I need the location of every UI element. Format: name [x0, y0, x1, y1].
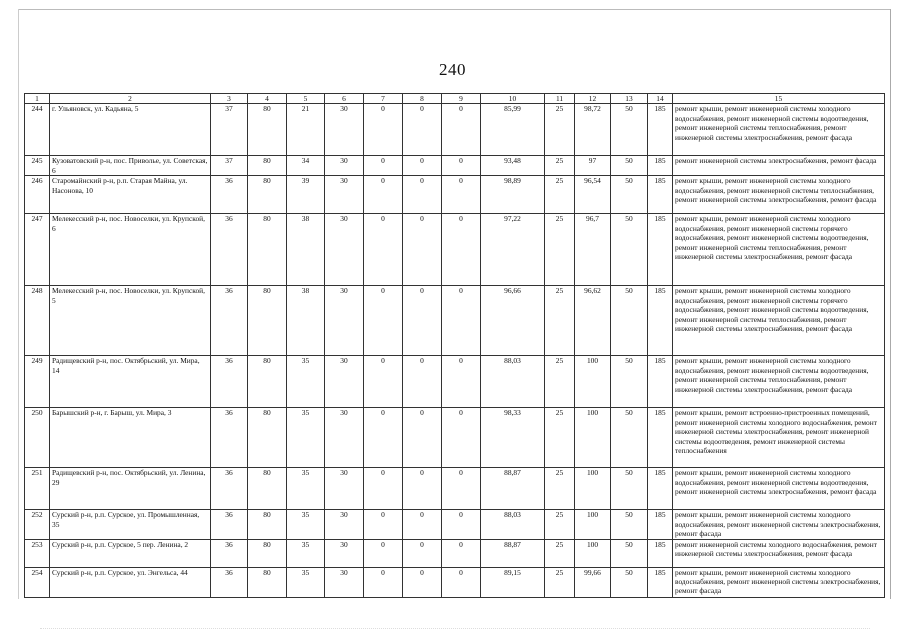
works-cell: ремонт инженерной системы холодного водоснабжения, ремонт инженерной системы электроснабжения, ремонт фасада [673, 539, 885, 567]
row-number-cell: 249 [25, 356, 50, 408]
column-header-9: 9 [442, 94, 481, 104]
value-cell-10: 88,03 [481, 356, 545, 408]
value-cell-14: 185 [648, 539, 673, 567]
value-cell-9: 0 [442, 156, 481, 176]
works-cell: ремонт крыши, ремонт инженерной системы холодного водоснабжения, ремонт инженерной системы горячего водоснабжения, ремонт инженерной системы водоотведения, ремонт инженерной системы теплоснабжения, ремонт инженерной системы электроснабжения, ремонт фасада [673, 286, 885, 356]
value-cell-3: 36 [211, 356, 248, 408]
value-cell-7: 0 [364, 567, 403, 597]
value-cell-9: 0 [442, 408, 481, 468]
table-row [25, 510, 885, 539]
value-cell-12: 100 [575, 510, 611, 539]
value-cell-4: 80 [248, 286, 287, 356]
value-cell-6: 30 [325, 156, 364, 176]
value-cell-11: 25 [545, 408, 575, 468]
value-cell-10: 88,87 [481, 539, 545, 567]
value-cell-4: 80 [248, 104, 287, 156]
value-cell-10: 98,89 [481, 176, 545, 214]
value-cell-3: 37 [211, 104, 248, 156]
value-cell-13: 50 [611, 356, 648, 408]
value-cell-11: 25 [545, 176, 575, 214]
address-cell: Барышский р-н, г. Барыш, ул. Мира, 3 [50, 408, 211, 468]
column-header-8: 8 [403, 94, 442, 104]
value-cell-3: 36 [211, 567, 248, 597]
table-row [25, 539, 885, 567]
works-cell: ремонт крыши, ремонт инженерной системы холодного водоснабжения, ремонт инженерной системы водоотведения, ремонт инженерной системы теплоснабжения, ремонт инженерной системы электроснабжения, ремонт фасада [673, 356, 885, 408]
value-cell-8: 0 [403, 408, 442, 468]
works-cell: ремонт крыши, ремонт встроенно-пристроенных помещений, ремонт инженерной системы холодного водоснабжения, ремонт инженерной системы электроснабжения, ремонт инженерной системы водоотведения, ремонт инженерной системы теплоснабжения [673, 408, 885, 468]
value-cell-12: 100 [575, 468, 611, 510]
value-cell-12: 100 [575, 356, 611, 408]
value-cell-5: 35 [287, 510, 325, 539]
value-cell-3: 36 [211, 468, 248, 510]
column-header-6: 6 [325, 94, 364, 104]
page-border-right [890, 9, 891, 599]
table-row [25, 408, 885, 468]
value-cell-6: 30 [325, 567, 364, 597]
value-cell-14: 185 [648, 567, 673, 597]
value-cell-12: 96,62 [575, 286, 611, 356]
value-cell-14: 185 [648, 176, 673, 214]
value-cell-11: 25 [545, 156, 575, 176]
value-cell-4: 80 [248, 468, 287, 510]
value-cell-11: 25 [545, 214, 575, 286]
works-cell: ремонт крыши, ремонт инженерной системы холодного водоснабжения, ремонт инженерной системы электроснабжения, ремонт фасада [673, 510, 885, 539]
value-cell-6: 30 [325, 408, 364, 468]
value-cell-5: 21 [287, 104, 325, 156]
value-cell-14: 185 [648, 408, 673, 468]
column-header-12: 12 [575, 94, 611, 104]
table-row [25, 286, 885, 356]
address-cell: г. Ульяновск, ул. Кадьяна, 5 [50, 104, 211, 156]
value-cell-6: 30 [325, 468, 364, 510]
column-header-2: 2 [50, 94, 211, 104]
value-cell-5: 35 [287, 539, 325, 567]
value-cell-6: 30 [325, 104, 364, 156]
column-header-7: 7 [364, 94, 403, 104]
value-cell-6: 30 [325, 510, 364, 539]
value-cell-6: 30 [325, 356, 364, 408]
value-cell-11: 25 [545, 356, 575, 408]
value-cell-12: 100 [575, 408, 611, 468]
value-cell-14: 185 [648, 356, 673, 408]
value-cell-3: 36 [211, 408, 248, 468]
address-cell: Кузоватовский р-н, пос. Приволье, ул. Советская, 6 [50, 156, 211, 176]
value-cell-9: 0 [442, 510, 481, 539]
address-cell: Радищевский р-н, пос. Октябрьский, ул. Ленина, 29 [50, 468, 211, 510]
address-cell: Старомайнский р-н, р.п. Старая Майна, ул. Насонова, 10 [50, 176, 211, 214]
row-number-cell: 251 [25, 468, 50, 510]
row-number-cell: 254 [25, 567, 50, 597]
value-cell-6: 30 [325, 214, 364, 286]
value-cell-14: 185 [648, 510, 673, 539]
value-cell-4: 80 [248, 176, 287, 214]
value-cell-9: 0 [442, 214, 481, 286]
table-body [25, 104, 885, 597]
row-number-cell: 248 [25, 286, 50, 356]
page-border-top [18, 9, 891, 10]
value-cell-5: 38 [287, 286, 325, 356]
table-row [25, 468, 885, 510]
address-cell: Радищевский р-н, пос. Октябрьский, ул. Мира, 14 [50, 356, 211, 408]
value-cell-5: 35 [287, 468, 325, 510]
value-cell-11: 25 [545, 468, 575, 510]
value-cell-6: 30 [325, 286, 364, 356]
value-cell-13: 50 [611, 408, 648, 468]
value-cell-7: 0 [364, 510, 403, 539]
value-cell-5: 39 [287, 176, 325, 214]
column-header-15: 15 [673, 94, 885, 104]
value-cell-12: 98,72 [575, 104, 611, 156]
address-cell: Сурский р-н, р.п. Сурское, ул. Энгельса, 44 [50, 567, 211, 597]
address-cell: Сурский р-н, р.п. Сурское, 5 пер. Ленина, 2 [50, 539, 211, 567]
value-cell-11: 25 [545, 510, 575, 539]
row-number-cell: 244 [25, 104, 50, 156]
value-cell-11: 25 [545, 567, 575, 597]
value-cell-8: 0 [403, 356, 442, 408]
value-cell-3: 36 [211, 539, 248, 567]
works-cell: ремонт крыши, ремонт инженерной системы холодного водоснабжения, ремонт инженерной системы электроснабжения, ремонт фасада [673, 567, 885, 597]
value-cell-10: 98,33 [481, 408, 545, 468]
value-cell-12: 96,7 [575, 214, 611, 286]
value-cell-10: 97,22 [481, 214, 545, 286]
value-cell-7: 0 [364, 156, 403, 176]
value-cell-12: 99,66 [575, 567, 611, 597]
value-cell-11: 25 [545, 286, 575, 356]
column-header-5: 5 [287, 94, 325, 104]
value-cell-13: 50 [611, 468, 648, 510]
table-row [25, 356, 885, 408]
row-number-cell: 247 [25, 214, 50, 286]
address-cell: Мелекесский р-н, пос. Новоселки, ул. Крупской, 6 [50, 214, 211, 286]
value-cell-8: 0 [403, 176, 442, 214]
value-cell-4: 80 [248, 539, 287, 567]
value-cell-9: 0 [442, 356, 481, 408]
value-cell-8: 0 [403, 286, 442, 356]
value-cell-8: 0 [403, 567, 442, 597]
page-border-left [18, 9, 19, 599]
value-cell-9: 0 [442, 286, 481, 356]
row-number-cell: 253 [25, 539, 50, 567]
value-cell-13: 50 [611, 176, 648, 214]
row-number-cell: 250 [25, 408, 50, 468]
value-cell-5: 38 [287, 214, 325, 286]
value-cell-5: 35 [287, 567, 325, 597]
value-cell-4: 80 [248, 510, 287, 539]
value-cell-10: 89,15 [481, 567, 545, 597]
value-cell-4: 80 [248, 356, 287, 408]
address-cell: Мелекесский р-н, пос. Новоселки, ул. Крупской, 5 [50, 286, 211, 356]
value-cell-13: 50 [611, 156, 648, 176]
value-cell-11: 25 [545, 539, 575, 567]
value-cell-6: 30 [325, 176, 364, 214]
housing-repair-table [24, 93, 885, 598]
value-cell-8: 0 [403, 539, 442, 567]
value-cell-7: 0 [364, 408, 403, 468]
works-cell: ремонт крыши, ремонт инженерной системы холодного водоснабжения, ремонт инженерной системы водоотведения, ремонт инженерной системы теплоснабжения, ремонт инженерной системы электроснабжения, ремонт фасада [673, 104, 885, 156]
value-cell-4: 80 [248, 408, 287, 468]
value-cell-7: 0 [364, 468, 403, 510]
footer-line [40, 628, 870, 629]
value-cell-14: 185 [648, 156, 673, 176]
value-cell-3: 36 [211, 176, 248, 214]
value-cell-9: 0 [442, 176, 481, 214]
value-cell-5: 35 [287, 356, 325, 408]
column-header-11: 11 [545, 94, 575, 104]
value-cell-5: 34 [287, 156, 325, 176]
value-cell-8: 0 [403, 156, 442, 176]
value-cell-14: 185 [648, 286, 673, 356]
value-cell-9: 0 [442, 539, 481, 567]
value-cell-9: 0 [442, 567, 481, 597]
value-cell-5: 35 [287, 408, 325, 468]
value-cell-11: 25 [545, 104, 575, 156]
column-header-13: 13 [611, 94, 648, 104]
value-cell-7: 0 [364, 539, 403, 567]
column-number-row [25, 94, 885, 104]
value-cell-9: 0 [442, 468, 481, 510]
value-cell-13: 50 [611, 539, 648, 567]
value-cell-4: 80 [248, 156, 287, 176]
value-cell-14: 185 [648, 468, 673, 510]
value-cell-10: 85,99 [481, 104, 545, 156]
row-number-cell: 246 [25, 176, 50, 214]
value-cell-13: 50 [611, 214, 648, 286]
value-cell-10: 93,48 [481, 156, 545, 176]
table-row [25, 156, 885, 176]
value-cell-3: 36 [211, 214, 248, 286]
page-number: 240 [439, 60, 466, 79]
table-row [25, 567, 885, 597]
works-cell: ремонт крыши, ремонт инженерной системы холодного водоснабжения, ремонт инженерной системы теплоснабжения, ремонт инженерной системы электроснабжения, ремонт фасада [673, 176, 885, 214]
value-cell-3: 36 [211, 286, 248, 356]
value-cell-7: 0 [364, 104, 403, 156]
table-row [25, 176, 885, 214]
value-cell-7: 0 [364, 356, 403, 408]
value-cell-14: 185 [648, 104, 673, 156]
value-cell-8: 0 [403, 510, 442, 539]
value-cell-9: 0 [442, 104, 481, 156]
value-cell-12: 96,54 [575, 176, 611, 214]
value-cell-8: 0 [403, 214, 442, 286]
column-header-4: 4 [248, 94, 287, 104]
table-row [25, 104, 885, 156]
value-cell-8: 0 [403, 104, 442, 156]
value-cell-13: 50 [611, 286, 648, 356]
row-number-cell: 245 [25, 156, 50, 176]
value-cell-13: 50 [611, 567, 648, 597]
value-cell-4: 80 [248, 567, 287, 597]
value-cell-6: 30 [325, 539, 364, 567]
column-header-3: 3 [211, 94, 248, 104]
value-cell-14: 185 [648, 214, 673, 286]
value-cell-8: 0 [403, 468, 442, 510]
column-header-1: 1 [25, 94, 50, 104]
value-cell-10: 96,66 [481, 286, 545, 356]
value-cell-13: 50 [611, 510, 648, 539]
value-cell-13: 50 [611, 104, 648, 156]
address-cell: Сурский р-н, р.п. Сурское, ул. Промышленная, 35 [50, 510, 211, 539]
value-cell-4: 80 [248, 214, 287, 286]
column-header-14: 14 [648, 94, 673, 104]
value-cell-10: 88,03 [481, 510, 545, 539]
column-header-10: 10 [481, 94, 545, 104]
value-cell-10: 88,87 [481, 468, 545, 510]
row-number-cell: 252 [25, 510, 50, 539]
works-cell: ремонт крыши, ремонт инженерной системы холодного водоснабжения, ремонт инженерной системы водоотведения, ремонт инженерной системы электроснабжения, ремонт фасада [673, 468, 885, 510]
value-cell-7: 0 [364, 286, 403, 356]
works-cell: ремонт инженерной системы электроснабжения, ремонт фасада [673, 156, 885, 176]
value-cell-3: 36 [211, 510, 248, 539]
table-row [25, 214, 885, 286]
value-cell-7: 0 [364, 214, 403, 286]
value-cell-12: 100 [575, 539, 611, 567]
value-cell-7: 0 [364, 176, 403, 214]
works-cell: ремонт крыши, ремонт инженерной системы холодного водоснабжения, ремонт инженерной системы горячего водоснабжения, ремонт инженерной системы водоотведения, ремонт инженерной системы теплоснабжения, ремонт инженерной системы электроснабжения, ремонт фасада [673, 214, 885, 286]
value-cell-12: 97 [575, 156, 611, 176]
value-cell-3: 37 [211, 156, 248, 176]
